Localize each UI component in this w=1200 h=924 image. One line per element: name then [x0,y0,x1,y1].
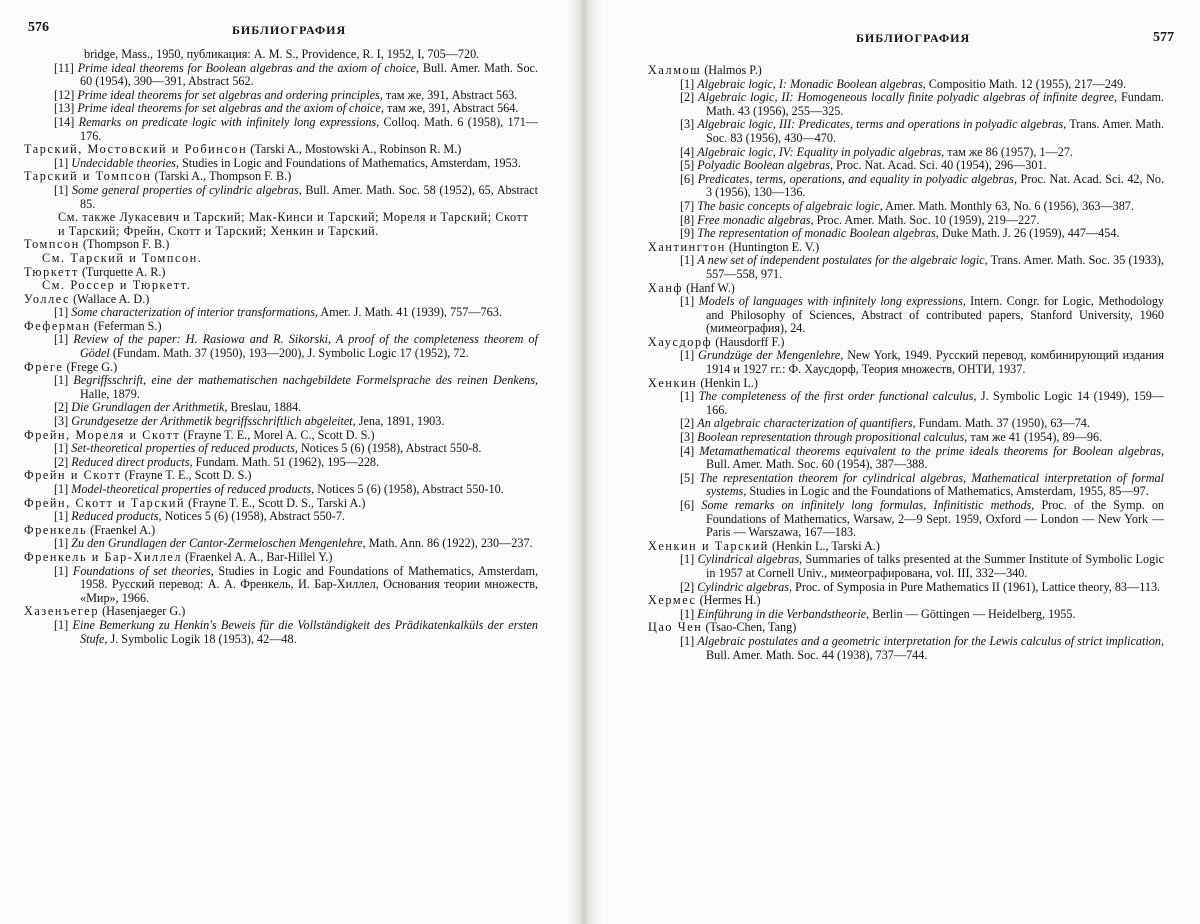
bibliography-item [24,374,538,401]
bibliography-item [24,483,538,497]
bibliography-item [648,227,1164,241]
author-name: Фрейн, Скотт и Тарский [24,495,186,510]
item-number: [1] [680,76,695,91]
item-number: [5] [680,158,695,173]
item-number: [1] [54,509,69,524]
item-details: Bull. Amer. Math. Soc. 60 (1954), 390—391, Abstract 562. [80,60,539,89]
author-heading [24,429,538,443]
item-details: J. Symbolic Logic 14 (1949), 159—166. [706,389,1164,417]
item-title: Review of the paper: H. Rasiowa and R. Sikorski, A proof of the completeness theorem of Gödel [73,332,539,361]
bibliography-item [648,78,1164,92]
bibliography-item [648,431,1164,445]
bibliography-item [24,401,538,415]
item-title: Boolean representation through propositional calculus, [697,430,968,445]
item-details: Proc. Nat. Acad. Sci. 42, No. 3 (1956), 130—136. [706,171,1165,200]
item-details: там же 86 (1957), 1—27. [944,144,1073,159]
item-details: Proc. Nat. Acad. Sci. 40 (1954), 296—301. [833,158,1047,173]
item-title: Grundgesetze der Arithmetik begriffsschriftlich abgeleitet, [71,414,356,429]
item-number: [1] [680,389,695,404]
bibliography-list [24,48,538,646]
author-heading [24,361,538,375]
author-heading [24,238,538,252]
item-title: Die Grundlagen der Arithmetik, [71,400,228,415]
bibliography-item [648,417,1164,431]
item-number: [3] [680,430,695,445]
author-latin-name: (Fraenkel A.) [87,522,156,537]
author-heading [24,551,538,565]
item-title: The representation theorem for cylindrical algebras, Mathematical interpretation of formal systems, [699,470,1164,499]
item-details: Breslau, 1884. [227,400,302,415]
bibliography-item [24,510,538,524]
item-details: Notices 5 (6) (1958), Abstract 550-7. [161,509,345,524]
item-details: Fundam. Math. 37 (1950), 63—74. [915,416,1090,431]
item-number: [1] [54,305,69,320]
item-details: Bull. Amer. Math. Soc. 60 (1954), 387—388. [706,457,928,472]
item-title: Some characterization of interior transformations, [71,305,319,320]
item-details: там же 41 (1954), 89—96. [967,430,1103,445]
item-details: Math. Ann. 86 (1922), 230—237. [365,536,533,551]
bibliography-item [648,254,1164,281]
item-title: Some general properties of cylindric algebras, [71,182,302,197]
item-title: Prime ideal theorems for Boolean algebras and the axiom of choice, [77,60,420,75]
item-number: [1] [54,441,69,456]
book-gutter [566,0,602,924]
bibliography-item [648,553,1164,580]
item-details: там же, 391, Abstract 564. [383,101,519,116]
author-heading [24,524,538,538]
item-number: [1] [680,294,695,309]
bibliography-item [648,200,1164,214]
author-name: Тюркетт [24,264,79,279]
item-details: Amer. Math. Monthly 63, No. 6 (1956), 363—387. [882,198,1134,213]
author-latin-name: (Tarski A., Thompson F. B.) [151,169,292,184]
author-name: Френкель и Бар-Хиллел [24,549,183,564]
item-title: Reduced products, [71,509,162,524]
bibliography-item [24,333,538,360]
item-details: Amer. J. Math. 41 (1939), 757—763. [318,305,502,320]
author-name: Френкель [24,522,88,537]
item-details: Fundam. Math. 51 (1962), 195—228. [192,454,380,469]
item-number: [6] [680,498,695,512]
bibliography-item [648,146,1164,160]
bibliography-item [648,159,1164,173]
author-latin-name: (Hermes H.) [696,593,761,608]
item-title: Model-theoretical properties of reduced products, [71,482,315,496]
item-number: [8] [680,212,695,227]
item-title: Foundations of set theories, [72,563,214,578]
bibliography-item [648,608,1164,622]
bibliography-item [648,635,1164,662]
continued-text-line: bridge, Mass., 1950, публикация: A. M. S., Providence, R. I, 1952, I, 705—720. [84,47,480,61]
bibliography-item [648,349,1164,376]
continued-text [24,48,538,62]
item-title: An algebraic characterization of quantifiers, [697,416,916,431]
item-number: [1] [680,253,695,268]
bibliography-item [24,184,538,211]
item-number: [1] [680,552,695,567]
bibliography-item [24,442,538,456]
right-page [602,0,1200,924]
author-latin-name: (Tsao-Chen, Tang) [702,620,797,635]
item-title: Prime ideal theorems for set algebras and the axiom of choice, [77,101,384,116]
item-details: Studies in Logic and Foundations of Mathematics, Amsterdam, 1953. [178,155,521,170]
page-number: 576 [28,20,49,35]
item-title: Models of languages with infinitely long expressions, [698,294,966,309]
item-number: [7] [680,198,695,213]
author-latin-name: (Frege G.) [63,359,118,374]
bibliography-item [24,89,538,103]
author-latin-name: (Frayne T. E., Morel A. C., Scott D. S.) [180,427,375,442]
item-number: [4] [680,443,695,458]
author-heading [24,143,538,157]
bibliography-item [24,537,538,551]
author-name: Цао Чен [648,620,703,635]
item-details: Fundam. Math. 43 (1956), 255—325. [706,90,1165,118]
item-details: Berlin — Göttingen — Heidelberg, 1955. [869,606,1076,621]
author-heading [648,336,1164,350]
item-details: Halle, 1879. [80,386,140,401]
bibliography-item [648,472,1164,499]
item-number: [2] [680,579,695,594]
item-title: Metamathematical theorems equivalent to the prime ideals theorems for Boolean algebras, [699,443,1164,458]
item-number: [1] [680,348,695,363]
author-heading [648,621,1164,635]
author-heading [648,540,1164,554]
bibliography-item [648,173,1164,200]
author-heading [24,497,538,511]
author-heading [648,282,1164,296]
item-details: Proc. Amer. Math. Soc. 10 (1959), 219—227. [813,212,1040,227]
item-number: [1] [54,536,69,551]
see-reference [24,279,538,293]
bibliography-item [648,118,1164,145]
item-number: [1] [54,563,69,578]
item-number: [1] [54,482,69,496]
author-heading [24,293,538,307]
author-heading [24,605,538,619]
author-latin-name: (Hanf W.) [683,280,735,295]
item-details: Bull. Amer. Math. Soc. 58 (1952), 65, Abstract 85. [80,182,539,211]
item-number: [1] [680,633,695,648]
author-name: Хенкин [648,375,698,390]
item-number: [3] [680,117,695,132]
item-number: [12] [54,87,75,102]
author-latin-name: (Henkin L.) [697,375,758,390]
author-name: Феферман [24,318,91,333]
see-reference-text: См. Тарский и Томпсон. [42,250,203,265]
item-title: The completeness of the first order functional calculus, [698,389,977,404]
item-title: Grundzüge der Mengenlehre, [698,348,844,363]
item-details: Proc. of the Symp. on Foundations of Mathematics, Warsaw, 2—9 Sept. 1959, Oxford — London — New York — Paris — Warszawa, 167—183. [706,498,1165,540]
item-title: Eine Bemerkung zu Henkin's Beweis für die Vollständigkeit des Prädikatenkalküls der ersten Stufe, [72,617,538,646]
item-number: [2] [54,400,69,415]
bibliography-item [648,91,1164,118]
item-title: Algebraic logic, II: Homogeneous locally finite polyadic algebras of infinite degree, [698,90,1118,105]
item-details: Notices 5 (6) (1958), Abstract 550-10. [314,482,504,496]
item-details: Jena, 1891, 1903. [355,414,445,429]
author-heading [24,170,538,184]
item-title: Algebraic logic, I: Monadic Boolean algebras, [697,76,926,91]
author-name: Фрейн, Мореля и Скотт [24,427,181,442]
item-details: Trans. Amer. Math. Soc. 35 (1933), 557—558, 971. [706,253,1164,281]
bibliography-item [24,62,538,89]
item-title: A new set of independent postulates for the algebraic logic, [697,253,988,268]
author-name: Тарский и Томпсон [24,169,152,184]
item-title: Algebraic postulates and a geometric interpretation for the Lewis calculus of strict implication, [697,633,1165,648]
item-number: [1] [54,332,69,347]
item-title: Remarks on predicate logic with infinitely long expressions, [78,114,380,129]
author-name: Хаусдорф [648,334,713,349]
author-heading [648,241,1164,255]
bibliography-item [648,295,1164,336]
item-title: Zu den Grundlagen der Cantor-Zermeloschen Mengenlehre, [71,536,366,551]
author-heading [648,377,1164,391]
bibliography-item [24,102,538,116]
item-details: Duke Math. J. 26 (1959), 447—454. [938,226,1120,241]
item-number: [3] [54,414,69,429]
item-details: Summaries of talks presented at the Summer Institute of Symbolic Logic in 1957 at Cornell Univ., мимеографирована, vol. III, 332—340. [706,552,1164,580]
cross-reference-text: См. также Лукасевич и Тарский; Мак-Кинси и Тарский; Мореля и Тарский; Скотт и Тарский; Фрейн, Скотт и Тарский; Хенкин и Тарский. [58,210,529,238]
bibliography-item [24,619,538,646]
author-latin-name: (Turquette A. R.) [78,264,166,279]
bibliography-item [24,415,538,429]
item-title: Einführung in die Verbandstheorie, [697,606,870,621]
item-title: Polyadic Boolean algebras, [697,158,833,173]
bibliography-item [648,581,1164,595]
bibliography-item [24,456,538,470]
item-details: Proc. of Symposia in Pure Mathematics II (1961), Lattice theory, 83—113. [792,579,1161,594]
cross-reference [24,211,538,238]
item-number: [1] [54,182,69,197]
item-details: Studies in Logic and the Foundations of Mathematics, Amsterdam, 1955, 85—97. [746,484,1149,499]
author-name: Хантингтон [648,239,726,254]
author-latin-name: (Frayne T. E., Scott D. S.) [121,468,252,483]
item-details: New York, 1949. Русский перевод, комбинирующий издания 1914 и 1927 гг.: Ф. Хаусдорф, Теория множеств, ОНТИ, 1937. [706,348,1164,377]
author-heading [24,320,538,334]
author-latin-name: (Thompson F. B.) [79,237,170,252]
item-details: Compositio Math. 12 (1955), 217—249. [925,76,1127,91]
item-details: там же, 391, Abstract 563. [382,87,518,102]
author-heading [648,594,1164,608]
see-reference [24,252,538,266]
item-title: Begriffsschrift, eine der mathematischen nachgebildete Formelsprache des reinen Denkens, [73,373,538,388]
left-page [0,0,566,924]
item-details: J. Symbolic Logik 18 (1953), 42—48. [107,631,297,646]
author-latin-name: (Fraenkel A. A., Bar-Hillel Y.) [182,549,333,564]
author-name: Халмош [648,63,702,77]
author-name: Тарский, Мостовский и Робинсон [24,142,248,157]
item-title: Algebraic logic, IV: Equality in polyadic algebras, [697,144,945,159]
item-number: [4] [680,144,695,159]
author-heading [24,469,538,483]
item-number: [6] [680,171,695,186]
author-latin-name: (Hausdorff F.) [712,334,785,349]
bibliography-item [648,445,1164,472]
item-title: Algebraic logic, III: Predicates, terms and operations in polyadic algebras, [697,117,1067,132]
item-number: [1] [54,155,69,170]
page-number: 577 [1153,30,1174,45]
author-heading [648,64,1164,78]
author-name: Хазенъегер [24,604,100,619]
item-number: [9] [680,226,695,241]
bibliography-item [24,116,538,143]
author-latin-name: (Henkin L., Tarski A.) [768,538,880,553]
item-title: Reduced direct products, [71,454,193,469]
item-title: Undecidable theories, [71,155,179,170]
item-number: [11] [54,60,74,75]
item-title: Set-theoretical properties of reduced products, [71,441,298,456]
item-number: [1] [54,617,69,632]
author-latin-name: (Halmos P.) [701,63,762,77]
bibliography-item [24,306,538,320]
item-number: [14] [54,114,75,129]
item-title: The representation of monadic Boolean algebras, [697,226,939,241]
item-number: [1] [54,373,69,388]
author-name: Ханф [648,280,684,295]
item-title: Some remarks on infinitely long formulas, Infinitistic methods, [701,498,1035,512]
item-title: Cylindric algebras, [697,579,793,594]
bibliography-item [648,214,1164,228]
item-number: [2] [680,90,695,105]
author-name: Хермес [648,593,697,608]
item-title: Free monadic algebras, [697,212,814,227]
item-details: Trans. Amer. Math. Soc. 83 (1956), 430—470. [706,117,1165,145]
author-latin-name: (Hasenjaeger G.) [99,604,186,619]
author-latin-name: (Tarski A., Mostowski A., Robinson R. M.) [247,142,462,157]
item-number: [1] [680,606,695,621]
item-title: Prime ideal theorems for set algebras and ordering principles, [77,87,383,102]
item-number: [13] [54,101,75,116]
author-latin-name: (Wallace A. D.) [70,291,150,306]
bibliography-list [648,64,1164,662]
item-title: Cylindrical algebras, [697,552,803,567]
author-latin-name: (Huntington E. V.) [725,239,820,254]
bibliography-item [24,565,538,606]
author-name: Хенкин и Тарский [648,538,769,553]
item-details: Notices 5 (6) (1958), Abstract 550-8. [297,441,482,456]
item-number: [5] [680,470,695,485]
author-name: Уоллес [24,291,71,306]
item-title: Predicates, terms, operations, and equality in polyadic algebras, [697,171,1018,186]
bibliography-item [648,499,1164,540]
running-head: БИБЛИОГРАФИЯ [232,23,347,37]
author-name: Фрейн и Скотт [24,468,122,483]
bibliography-item [648,390,1164,417]
item-details: Colloq. Math. 6 (1958), 171—176. [80,114,538,143]
running-head: БИБЛИОГРАФИЯ [856,31,971,45]
see-reference-text: См. Россер и Тюркетт. [42,278,192,293]
bibliography-item [24,157,538,171]
item-number: [2] [54,454,69,469]
item-details: (Fundam. Math. 37 (1950), 193—200), J. Symbolic Logic 17 (1952), 72. [109,346,469,361]
author-name: Фреге [24,359,64,374]
author-latin-name: (Feferman S.) [90,318,162,333]
item-details: Bull. Amer. Math. Soc. 44 (1938), 737—744. [706,647,928,662]
author-name: Томпсон [24,237,80,252]
item-details: Studies in Logic and Foundations of Mathematics, Amsterdam, 1958. Русский перевод: А. А. Френкель, И. Бар-Хиллел, Основания теории множеств, «Мир», 1966. [80,563,538,605]
author-heading [24,266,538,280]
item-number: [2] [680,416,695,431]
item-details: Intern. Congr. for Logic, Methodology and Philosophy of Sciences, Abstract of contributed papers, Stanford University, 1960 (мимеография), 24. [706,294,1165,336]
author-latin-name: (Frayne T. E., Scott D. S., Tarski A.) [185,495,366,510]
item-title: The basic concepts of algebraic logic, [697,198,883,213]
